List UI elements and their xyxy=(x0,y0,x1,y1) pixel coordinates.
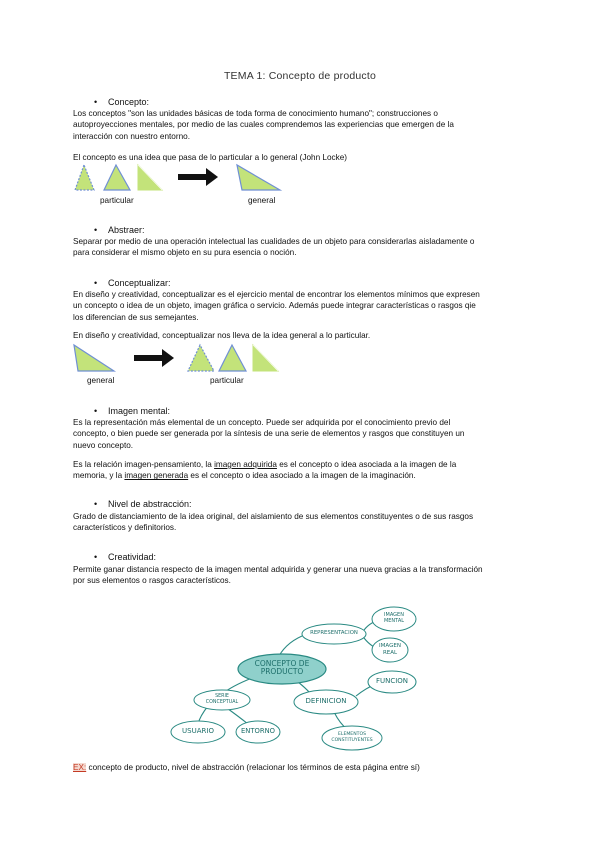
text-line: Grado de distanciamiento de la idea original, del aislamiento de sus elementos constituyentes o de sus rasgos xyxy=(73,512,474,521)
node-elementos-label: ELEMENTOS CONSTITUYENTES xyxy=(331,732,373,743)
text-line: Permite ganar distancia respecto de la imagen mental adquirida y generar una nueva gracias a la transformación xyxy=(73,565,483,574)
text-line: característicos y definitorios. xyxy=(73,523,177,533)
bullet-label: Concepto: xyxy=(108,97,150,107)
arrow-right-icon xyxy=(134,349,174,367)
label-particular: particular xyxy=(100,196,134,205)
node-usuario-label: USUARIO xyxy=(182,727,214,735)
triangle-small-1 xyxy=(188,345,214,371)
text-line: nuevo concepto. xyxy=(73,440,134,450)
page-title: TEMA 1: Concepto de producto xyxy=(223,70,377,82)
node-serie-label: SERIE CONCEPTUAL xyxy=(205,694,239,705)
paragraph-locke: El concepto es una idea que pasa de lo particular a lo general (John Locke) xyxy=(73,153,348,162)
triangle-general xyxy=(237,165,280,190)
triangles-general-to-particular xyxy=(72,344,402,374)
text-line: Separar por medio de una operación intelectual las cualidades de un objeto para considerarlas aisladamente o xyxy=(73,237,475,246)
paragraph-concepto xyxy=(73,108,533,142)
node-funcion-label: FUNCION xyxy=(375,677,409,685)
node-definicion-label: DEFINICION xyxy=(305,697,347,705)
triangle-general xyxy=(74,345,114,371)
triangle-small-3 xyxy=(253,345,278,371)
text-line: los diferencian de sus semejantes. xyxy=(73,312,199,322)
exercise-text: concepto de producto, nivel de abstracción (relacionar los términos de esta página entre sí) xyxy=(86,763,420,772)
text-line: Los conceptos "son las unidades básicas de toda forma de conocimiento humano"; construcciones o xyxy=(73,109,438,118)
bullet-label: Conceptualizar: xyxy=(108,278,171,288)
bullet-label: Imagen mental: xyxy=(108,406,171,416)
text-line: autoproyecciones mentales, por medio de las cuales comprendemos las experiencias que emergen de la xyxy=(73,120,454,130)
triangle-small-3 xyxy=(138,165,162,190)
text-line: por sus elementos o rasgos característicos. xyxy=(73,576,231,586)
paragraph-creatividad xyxy=(73,564,533,587)
triangles-particular-to-general xyxy=(72,164,402,194)
bullet-label: Abstraer: xyxy=(108,225,145,235)
node-entorno-label: ENTORNO xyxy=(240,727,276,735)
exercise-tag: EX: xyxy=(73,763,87,772)
paragraph-nivel-abstraccion xyxy=(73,511,533,534)
triangle-small-2 xyxy=(219,345,246,371)
paragraph-imagen-mental xyxy=(73,417,533,451)
bullet-label: Nivel de abstracción: xyxy=(108,499,192,509)
text-line: concepto, o bien puede ser generada por la síntesis de una serie de elementos y rasgos que constituyen un xyxy=(73,429,465,439)
bullet-concepto: • Concepto: xyxy=(94,97,150,107)
node-representacion-label: REPRESENTACION xyxy=(310,630,358,636)
paragraph-abstraer xyxy=(73,236,533,259)
bullet-label: Creatividad: xyxy=(108,552,157,562)
triangle-small-2 xyxy=(104,165,130,190)
label-particular: particular xyxy=(210,376,244,385)
paragraph-imagen-pensamiento xyxy=(73,459,533,482)
text-line: para considerar el mismo objeto en su pura esencia o noción. xyxy=(73,248,297,258)
label-general: general xyxy=(248,196,276,205)
bullet-conceptualizar: • Conceptualizar: xyxy=(94,278,171,288)
paragraph-conceptualizar xyxy=(73,289,533,323)
bullet-abstraer: • Abstraer: xyxy=(94,225,145,235)
node-imagen-real-label: IMAGEN REAL xyxy=(379,643,401,656)
node-center-label: CONCEPTO DE PRODUCTO xyxy=(254,659,310,676)
exercise-line xyxy=(73,762,533,773)
node-imagen-mental-label: IMAGEN MENTAL xyxy=(383,612,405,624)
text-line: Es la representación más elemental de un concepto. Puede ser adquirida por el conocimiento previo del xyxy=(73,418,451,427)
triangle-small-1 xyxy=(75,165,94,190)
arrow-right-icon xyxy=(178,168,218,186)
underlined-term: imagen generada xyxy=(124,471,189,481)
text-line: interacción con nuestro entorno. xyxy=(73,131,190,141)
label-general: general xyxy=(87,376,115,385)
text-line: En diseño y creatividad, conceptualizar es el ejercicio mental de encontrar los elementos mínimos que expresen xyxy=(73,290,480,299)
mind-map xyxy=(162,602,444,758)
underlined-term: imagen adquirida xyxy=(214,460,277,469)
text-line: memoria, y la imagen generada es el concepto o idea asociado a la imagen de la imaginación. xyxy=(73,471,416,481)
paragraph-general-particular: En diseño y creatividad, conceptualizar nos lleva de la idea general a lo particular. xyxy=(73,331,371,340)
bullet-imagen-mental: • Imagen mental: xyxy=(94,406,171,416)
bullet-nivel-abstraccion: • Nivel de abstracción: xyxy=(94,499,192,509)
text-line: Es la relación imagen-pensamiento, la imagen adquirida es el concepto o idea asociada a la imagen de la xyxy=(73,460,457,469)
bullet-creatividad: • Creatividad: xyxy=(94,552,157,562)
text-line: un concepto o idea de un objeto, imagen gráfica o servicio. Además puede integrar características o rasgos qie xyxy=(73,301,476,311)
